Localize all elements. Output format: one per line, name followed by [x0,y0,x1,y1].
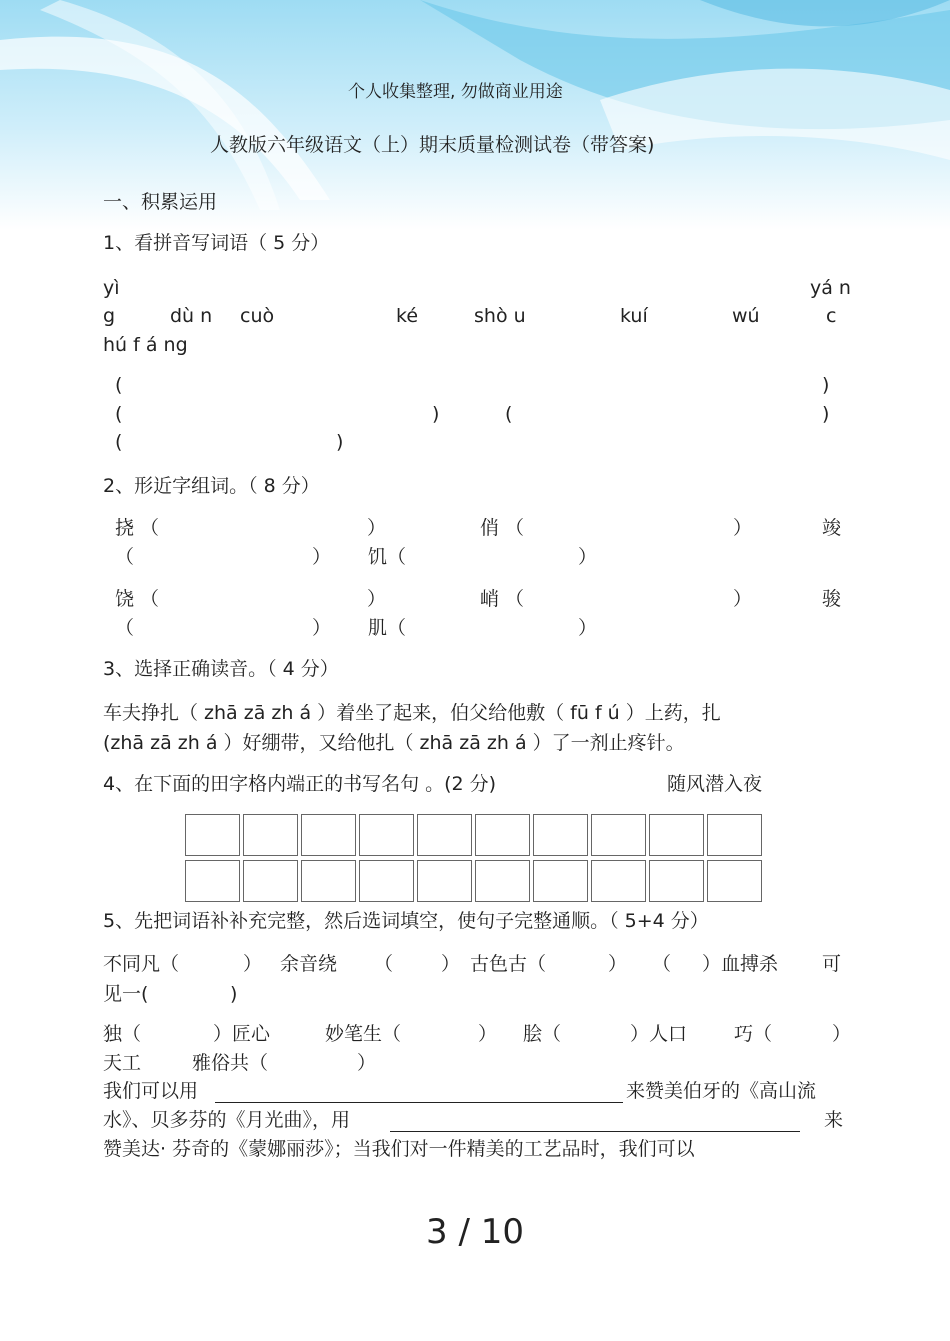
grid-cell[interactable] [359,814,414,856]
answer-blank-close: ) [432,403,440,425]
grid-cell[interactable] [649,860,704,902]
answer-blank-open: ( [115,431,123,453]
idiom-item: （ [652,953,672,975]
grid-cell[interactable] [185,860,240,902]
question-3-heading: 3、选择正确读音。（ 4 分） [103,658,339,680]
grid-cell[interactable] [417,860,472,902]
idiom-item: ） [357,1052,377,1074]
idiom-item: ) [230,983,238,1005]
idiom-item: ） [478,1023,498,1045]
idiom-item: 不同凡（ [103,953,180,975]
question-1-heading: 1、看拼音写词语（ 5 分） [103,232,330,254]
grid-cell[interactable] [591,814,646,856]
char-item: 骏 [822,588,842,610]
idiom-item: 雅俗共（ [192,1052,269,1074]
char-item: 俏 （ [480,517,525,539]
char-item: ） [578,617,598,639]
pinyin-text: kuí [620,305,648,327]
page-title: 人教版六年级语文（上）期末质量检测试卷（带答案) [210,134,655,156]
idiom-item: 可 [822,953,842,975]
pinyin-text: yì [103,277,120,299]
idiom-item: 余音绕 [280,953,338,975]
idiom-item: ） [608,953,628,975]
pinyin-text: ké [396,305,419,327]
grid-cell[interactable] [533,814,588,856]
grid-cell[interactable] [533,860,588,902]
idiom-item: （ [374,953,394,975]
fill-sentence: 来 [824,1109,844,1131]
famous-sentence: 随风潜入夜 [667,773,763,795]
fill-sentence: 赞美达· 芬奇的《蒙娜丽莎》；当我们对一件精美的工艺品时，我们可以 [103,1138,695,1160]
char-item: ） [733,588,753,610]
char-item: ） [733,517,753,539]
char-item: 饶 （ [115,588,160,610]
answer-line[interactable] [215,1102,623,1103]
idiom-item: 脍（ [523,1023,562,1045]
question-3-text: 车夫挣扎（ zhā zā zh á ）着坐了起来，伯父给他敷（ fū f ú ）上药，扎 [103,702,721,724]
section-heading: 一、积累运用 [103,191,218,213]
char-item: 挠 （ [115,517,160,539]
pinyin-text: hú f á ng [103,334,188,356]
idiom-item: 古色古（ [470,953,547,975]
grid-cell[interactable] [301,814,356,856]
idiom-item: ）匠心 [213,1023,271,1045]
char-item: 肌（ [368,617,407,639]
idiom-item: 巧（ [734,1023,773,1045]
pinyin-text: wú [732,305,760,327]
answer-blank-close: ) [336,431,344,453]
fill-sentence: 来赞美伯牙的《高山流 [626,1080,817,1102]
char-item: ） [578,546,598,568]
question-3-text: (zhā zā zh á ）好绷带，又给他扎（ zhā zā zh á ）了一剂止疼针。 [103,732,685,754]
fill-sentence: 我们可以用 [103,1080,199,1102]
grid-cell[interactable] [707,860,762,902]
grid-cell[interactable] [243,814,298,856]
writing-grid[interactable] [185,814,763,904]
grid-cell[interactable] [417,814,472,856]
char-item: ） [312,617,332,639]
idiom-item: 妙笔生（ [325,1023,402,1045]
fill-sentence: 水》、贝多芬的《月光曲》，用 [103,1109,351,1131]
answer-line[interactable] [390,1131,800,1132]
question-5-heading: 5、先把词语补补充完整，然后选词填空，使句子完整通顺。（ 5+4 分） [103,910,709,932]
idiom-item: ）血搏杀 [702,953,779,975]
idiom-item: 见一( [103,983,149,1005]
char-item: （ [115,617,135,639]
answer-blank-open: ( [115,374,123,396]
char-item: （ [115,546,135,568]
grid-cell[interactable] [359,860,414,902]
pinyin-text: dù n [170,305,213,327]
grid-cell[interactable] [707,814,762,856]
idiom-item: 天工 [103,1052,142,1074]
char-item: ） [367,588,387,610]
char-item: 饥（ [368,546,407,568]
idiom-item: ） [832,1023,852,1045]
answer-blank-open: ( [505,403,513,425]
grid-cell[interactable] [649,814,704,856]
answer-blank-close: ) [822,374,830,396]
pinyin-text: g [103,305,116,327]
grid-cell[interactable] [301,860,356,902]
char-item: 峭 （ [480,588,525,610]
pinyin-text: c [826,305,837,327]
idiom-item: ） [441,953,461,975]
answer-blank-close: ) [822,403,830,425]
pinyin-text: shò u [474,305,526,327]
answer-blank-open: ( [115,403,123,425]
idiom-item: ）人口 [630,1023,688,1045]
question-2-heading: 2、形近字组词。（ 8 分） [103,475,320,497]
char-item: ） [367,517,387,539]
pinyin-text: yá n [810,277,851,299]
watermark-text: 个人收集整理, 勿做商业用途 [348,82,563,102]
idiom-item: ） [243,953,263,975]
idiom-item: 独（ [103,1023,142,1045]
pinyin-text: cuò [240,305,275,327]
grid-cell[interactable] [185,814,240,856]
grid-cell[interactable] [475,860,530,902]
char-item: 竣 [822,517,842,539]
char-item: ） [312,546,332,568]
grid-cell[interactable] [475,814,530,856]
grid-cell[interactable] [243,860,298,902]
page-number: 3 / 10 [426,1212,524,1252]
question-4-heading: 4、在下面的田字格内端正的书写名句 。(2 分) [103,773,497,795]
grid-cell[interactable] [591,860,646,902]
